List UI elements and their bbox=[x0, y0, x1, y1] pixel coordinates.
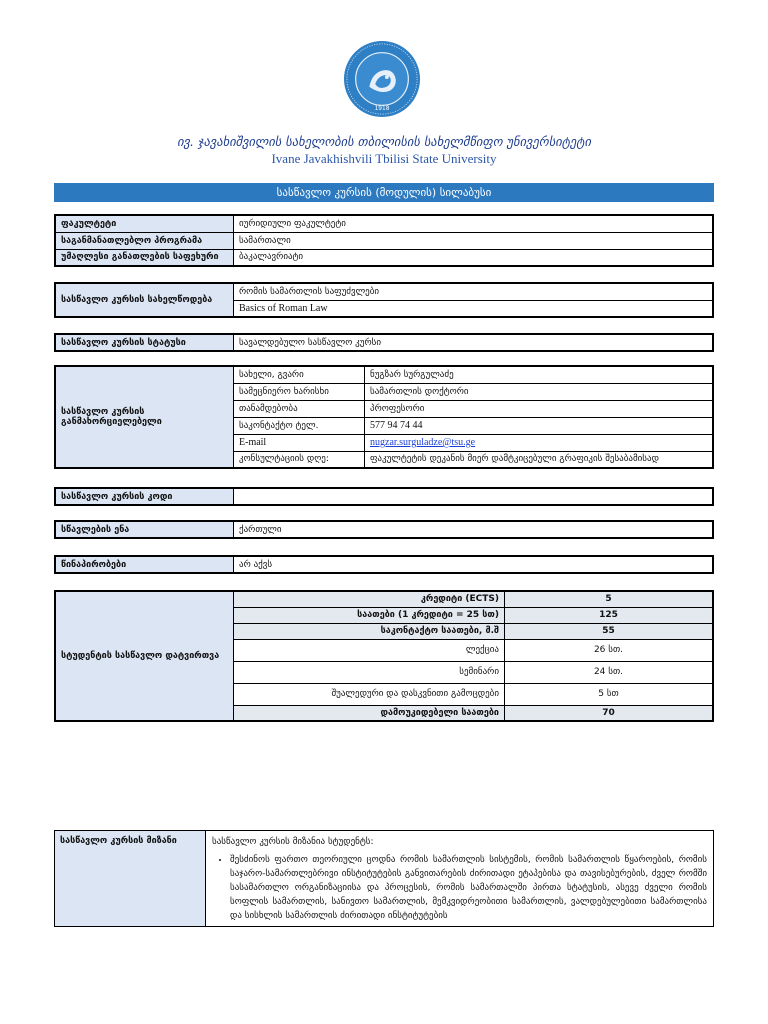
instructor-value: ნუგზარ სურგულაძე bbox=[365, 366, 714, 383]
faculty-label: ფაკულტეტი bbox=[55, 215, 234, 232]
instructor-value: პროფესორი bbox=[365, 400, 714, 417]
university-seal-logo bbox=[343, 40, 421, 118]
course-name-ka: რომის სამართლის საფუძვლები bbox=[234, 283, 714, 300]
course-name-en: Basics of Roman Law bbox=[234, 300, 714, 317]
workload-value: 125 bbox=[505, 607, 714, 623]
course-name-table bbox=[54, 282, 714, 318]
syllabus-title-banner: სასწავლო კურსის (მოდულის) სილაბუსი bbox=[54, 183, 714, 202]
university-name-ka: ივ. ჯავახიშვილის სახელობის თბილისის სახელმწიფო უნივერსიტეტი bbox=[177, 134, 591, 149]
phone-value: 577 94 74 44 bbox=[365, 417, 714, 434]
workload-value: 24 სთ. bbox=[505, 661, 714, 683]
prerequisites-value: არ აქვს bbox=[234, 556, 714, 573]
level-value: ბაკალავრიატი bbox=[234, 249, 714, 266]
email-key: E-mail bbox=[234, 434, 365, 451]
workload-key: ლექცია bbox=[234, 639, 505, 661]
workload-key: საათები (1 კრედიტი = 25 სთ) bbox=[234, 607, 505, 623]
prerequisites-label: წინაპირობები bbox=[55, 556, 234, 573]
workload-value: 55 bbox=[505, 623, 714, 639]
instructor-label: სასწავლო კურსის განმახორციელებელი bbox=[55, 366, 234, 468]
goal-label: სასწავლო კურსის მიზანი bbox=[55, 831, 206, 927]
workload-key: დამოუკიდებელი საათები bbox=[234, 705, 505, 721]
workload-table bbox=[54, 590, 714, 722]
program-value: სამართალი bbox=[234, 232, 714, 249]
workload-key: საკონტაქტო საათები, მ.შ bbox=[234, 623, 505, 639]
workload-key: შუალედური და დასკვნითი გამოცდები bbox=[234, 683, 505, 705]
course-status-label: სასწავლო კურსის სტატუსი bbox=[55, 334, 234, 351]
instructor-key: სამეცნიერო ხარისხი bbox=[234, 383, 365, 400]
workload-key: სემინარი bbox=[234, 661, 505, 683]
program-label: საგანმანათლებლო პროგრამა bbox=[55, 232, 234, 249]
prerequisites-table bbox=[54, 555, 714, 574]
course-name-label: სასწავლო კურსის სახელწოდება bbox=[55, 283, 234, 317]
goal-intro: სასწავლო კურსის მიზანია სტუდენტს: bbox=[212, 837, 374, 847]
course-code-table bbox=[54, 487, 714, 506]
language-label: სწავლების ენა bbox=[55, 521, 234, 538]
university-name-en: Ivane Javakhishvili Tbilisi State University bbox=[271, 151, 497, 166]
instructor-key: საკონტაქტო ტელ. bbox=[234, 417, 365, 434]
language-table bbox=[54, 520, 714, 539]
goal-bullet: • შესძინოს ფართო თეორიული ცოდნა რომის სამართლის სისტემის, რომის სამართლის წყაროების, რომის საჯარო-სამართლებრივი ინსტიტუტების განვითარების ძირითადი ეტაპებისა და თავისებურების, ძველ რომში სასამართლო ორგანიზაციისა და პროცესის, რომის სამართალში პირთა სტატუსის, ასევე ძველი რომის სოფლის სამართლის, სანივთო სამართლის, მემკვიდრეობითი სამართლის, ვალდებულებითი სამართლისა და სისხლის სამართლის ძირითადი ინსტიტუტების bbox=[230, 853, 707, 923]
course-status-table bbox=[54, 333, 714, 352]
workload-label: სტუდენტის სასწავლო დატვირთვა bbox=[55, 591, 234, 721]
goal-table bbox=[54, 830, 714, 927]
course-code-value bbox=[234, 488, 714, 505]
instructor-value: სამართლის დოქტორი bbox=[365, 383, 714, 400]
instructor-table bbox=[54, 365, 714, 469]
workload-value: 70 bbox=[505, 705, 714, 721]
workload-key: კრედიტი (ECTS) bbox=[234, 591, 505, 607]
general-info-table bbox=[54, 214, 714, 267]
course-code-label: სასწავლო კურსის კოდი bbox=[55, 488, 234, 505]
instructor-key: თანამდებობა bbox=[234, 400, 365, 417]
instructor-value: ფაკულტეტის დეკანის მიერ დამტკიცებული გრაფიკის შესაბამისად bbox=[365, 451, 714, 468]
email-link[interactable]: nugzar.surguladze@tsu.ge bbox=[370, 437, 476, 448]
instructor-key: სახელი, გვარი bbox=[234, 366, 365, 383]
instructor-key: კონსულტაციის დღე: bbox=[234, 451, 365, 468]
level-label: უმაღლესი განათლების საფეხური bbox=[55, 249, 234, 266]
faculty-value: იურიდიული ფაკულტეტი bbox=[234, 215, 714, 232]
workload-value: 26 სთ. bbox=[505, 639, 714, 661]
seal-year: 1918 bbox=[374, 106, 390, 113]
language-value: ქართული bbox=[234, 521, 714, 538]
goal-list bbox=[212, 853, 707, 923]
workload-value: 5 bbox=[505, 591, 714, 607]
workload-value: 5 სთ bbox=[505, 683, 714, 705]
course-status-value: სავალდებულო სასწავლო კურსი bbox=[234, 334, 714, 351]
